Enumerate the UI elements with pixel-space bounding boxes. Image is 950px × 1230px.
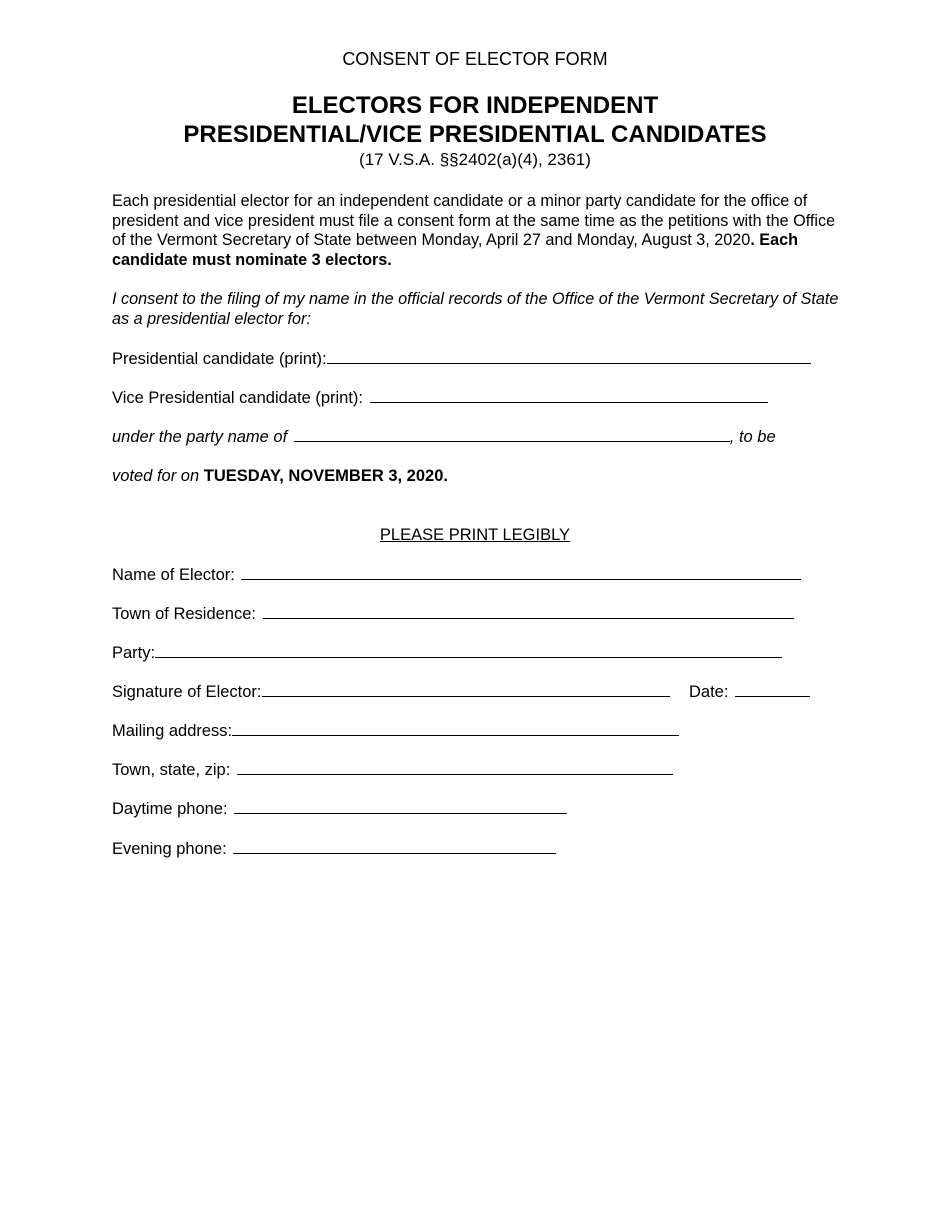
intro-paragraph xyxy=(112,192,852,270)
intro-bold-text: . Each candidate must nominate 3 electors. xyxy=(112,231,798,269)
form-type-heading: CONSENT OF ELECTOR FORM xyxy=(342,49,608,69)
town-state-zip-row xyxy=(112,760,673,780)
statute-citation: (17 V.S.A. §§2402(a)(4), 2361) xyxy=(359,150,591,169)
consent-statement: I consent to the filing of my name in the official records of the Office of the Vermont Secretary of State as a presidential elector for: xyxy=(112,290,839,328)
presidential-candidate-field[interactable] xyxy=(327,349,811,364)
party-name-field[interactable] xyxy=(294,427,730,442)
party-field[interactable] xyxy=(155,643,782,658)
date-label: Date: xyxy=(689,683,729,701)
form-title-line-1: ELECTORS FOR INDEPENDENT xyxy=(291,92,659,119)
mailing-address-label: Mailing address: xyxy=(112,722,233,740)
evening-phone-field[interactable] xyxy=(233,839,556,854)
election-date: TUESDAY, NOVEMBER 3, 2020. xyxy=(203,467,448,485)
election-date-row xyxy=(112,466,448,486)
elector-name-label: Name of Elector: xyxy=(112,566,235,584)
vice-presidential-candidate-label: Vice Presidential candidate (print): xyxy=(112,389,363,407)
mailing-address-field[interactable] xyxy=(232,721,679,736)
signature-row xyxy=(112,682,670,702)
town-state-zip-field[interactable] xyxy=(237,760,673,775)
vice-presidential-candidate-field[interactable] xyxy=(370,388,768,403)
party-row xyxy=(112,643,782,663)
intro-text: Each presidential elector for an independent candidate or a minor party candidate for the office of president and vice president must file a consent form at the same time as the petitions with the Office of the Vermont Secretary of State between Monday, April 27 and Monday, August 3, 2020 xyxy=(112,192,836,250)
signature-label: Signature of Elector: xyxy=(112,683,262,701)
signature-field[interactable] xyxy=(262,682,670,697)
print-legibly-text: PLEASE PRINT LEGIBLY xyxy=(379,526,571,544)
elector-name-field[interactable] xyxy=(241,565,801,580)
town-of-residence-field[interactable] xyxy=(263,604,794,619)
party-name-row xyxy=(112,427,776,447)
date-row xyxy=(689,682,810,702)
elector-name-row xyxy=(112,565,801,585)
voted-for-prefix: voted for on xyxy=(112,467,200,485)
town-of-residence-row xyxy=(112,604,794,624)
daytime-phone-row xyxy=(112,799,567,819)
date-field[interactable] xyxy=(735,682,810,697)
party-name-suffix: , to be xyxy=(729,428,776,446)
presidential-candidate-label: Presidential candidate (print): xyxy=(112,350,327,368)
daytime-phone-label: Daytime phone: xyxy=(112,800,228,818)
party-label: Party: xyxy=(112,644,156,662)
town-of-residence-label: Town of Residence: xyxy=(112,605,256,623)
presidential-candidate-row xyxy=(112,349,811,369)
evening-phone-row xyxy=(112,839,556,859)
daytime-phone-field[interactable] xyxy=(234,799,567,814)
form-title-line-2: PRESIDENTIAL/VICE PRESIDENTIAL CANDIDATES xyxy=(183,121,767,148)
mailing-address-row xyxy=(112,721,679,741)
party-name-prefix: under the party name of xyxy=(112,428,288,446)
town-state-zip-label: Town, state, zip: xyxy=(112,761,231,779)
evening-phone-label: Evening phone: xyxy=(112,840,227,858)
print-legibly-notice xyxy=(0,525,950,545)
vice-presidential-candidate-row xyxy=(112,388,768,408)
